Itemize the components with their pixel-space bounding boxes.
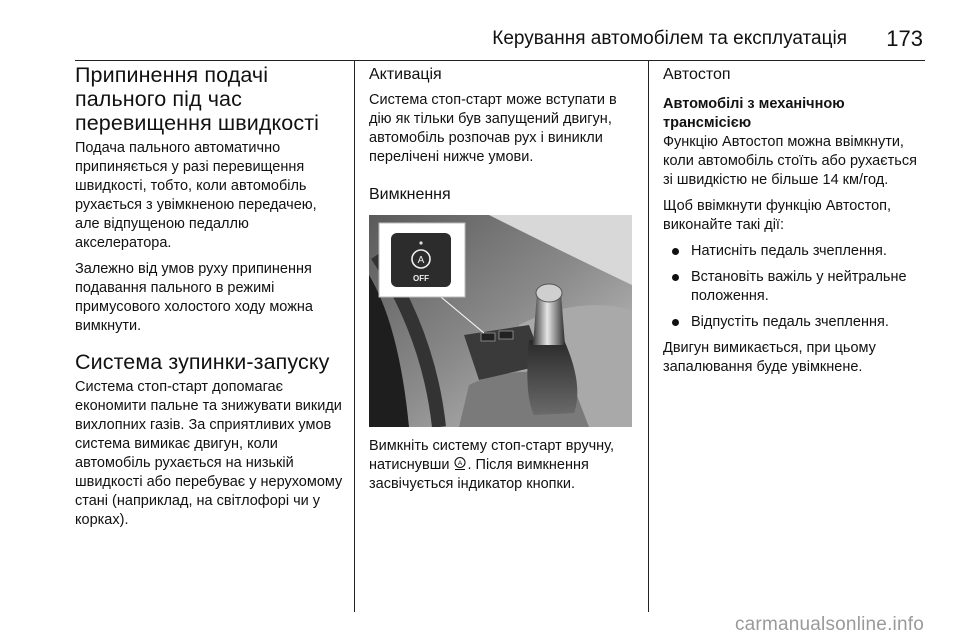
paragraph: Функцію Автостоп можна ввімкнути, коли автомобіль стоїть або рухається зі швидкістю не більше 14 км/год. <box>663 134 917 188</box>
paragraph: Подача пального автоматично припиняється у разі перевищення швидкості, тобто, коли автомобіль рухається з увімкненою передачею, але відпущеною педаллю акселератора. <box>75 140 317 251</box>
column-left <box>75 60 343 537</box>
car-interior-photo <box>369 215 632 427</box>
paragraph-text: Вимкніть систему стоп-старт вручну, натиснувши <box>369 438 615 473</box>
column-middle <box>369 60 637 501</box>
list-item-text: Натисніть педаль зчеплення. <box>691 243 887 259</box>
steps-list <box>663 242 925 332</box>
section-heading-stop-start: Система зупинки-запуску <box>75 350 330 374</box>
paragraph-text: . Після вимкнення засвічується індикатор кнопки. <box>369 457 589 492</box>
paragraph: Система стоп-старт допомагає економити пальне та знижувати викиди вихлопних газів. За сприятливих умов система вимикає двигун, коли автомобіль рухається на низькій швидкості або перебуває у нерухомому стані (наприклад, на світлофорі чи у корках). <box>75 379 343 528</box>
button-off-label: OFF <box>413 274 429 283</box>
bullet-icon <box>672 248 679 255</box>
page-number: 173 <box>886 26 923 51</box>
paragraph: Щоб ввімкнути функцію Автостоп, виконайте такі дії: <box>663 198 892 233</box>
list-item <box>663 268 925 306</box>
header-title: Керування автомобілем та експлуатація <box>492 28 847 49</box>
page-header <box>75 26 925 61</box>
watermark: carmanualsonline.info <box>734 614 924 635</box>
column-right <box>663 60 925 384</box>
paragraph: Залежно від умов руху припинення подавання пального в режимі примусового холостого ходу можна вимкнути. <box>75 261 313 334</box>
list-item-text: Встановіть важіль у нейтральне положення. <box>691 269 907 304</box>
section-heading-fuel-cutoff: Припинення подачі пального під час перевищення швидкості <box>75 63 320 135</box>
column-divider <box>354 60 355 612</box>
list-item <box>663 242 925 261</box>
svg-text:A: A <box>458 460 463 467</box>
subsection-heading-autostop: Автостоп <box>663 66 731 83</box>
bullet-icon <box>672 319 679 326</box>
paragraph: Двигун вимикається, при цьому запалювання буде увімкнене. <box>663 340 876 375</box>
list-item <box>663 313 925 332</box>
paragraph <box>369 437 637 494</box>
subsection-heading-activation: Активація <box>369 66 442 83</box>
button-symbol: A <box>417 255 425 266</box>
paragraph: Система стоп-старт може вступати в дію як тільки був запущений двигун, автомобіль розпочав рух і виникли перелічені нижче умови. <box>369 92 617 165</box>
bullet-icon <box>672 274 679 281</box>
subheading-manual-transmission: Автомобілі з механічною трансмісією <box>663 96 845 131</box>
list-item-text: Відпустіть педаль зчеплення. <box>691 314 889 330</box>
subsection-heading-deactivation: Вимкнення <box>369 186 451 203</box>
column-divider <box>648 60 649 612</box>
auto-stop-button-icon <box>453 456 467 471</box>
